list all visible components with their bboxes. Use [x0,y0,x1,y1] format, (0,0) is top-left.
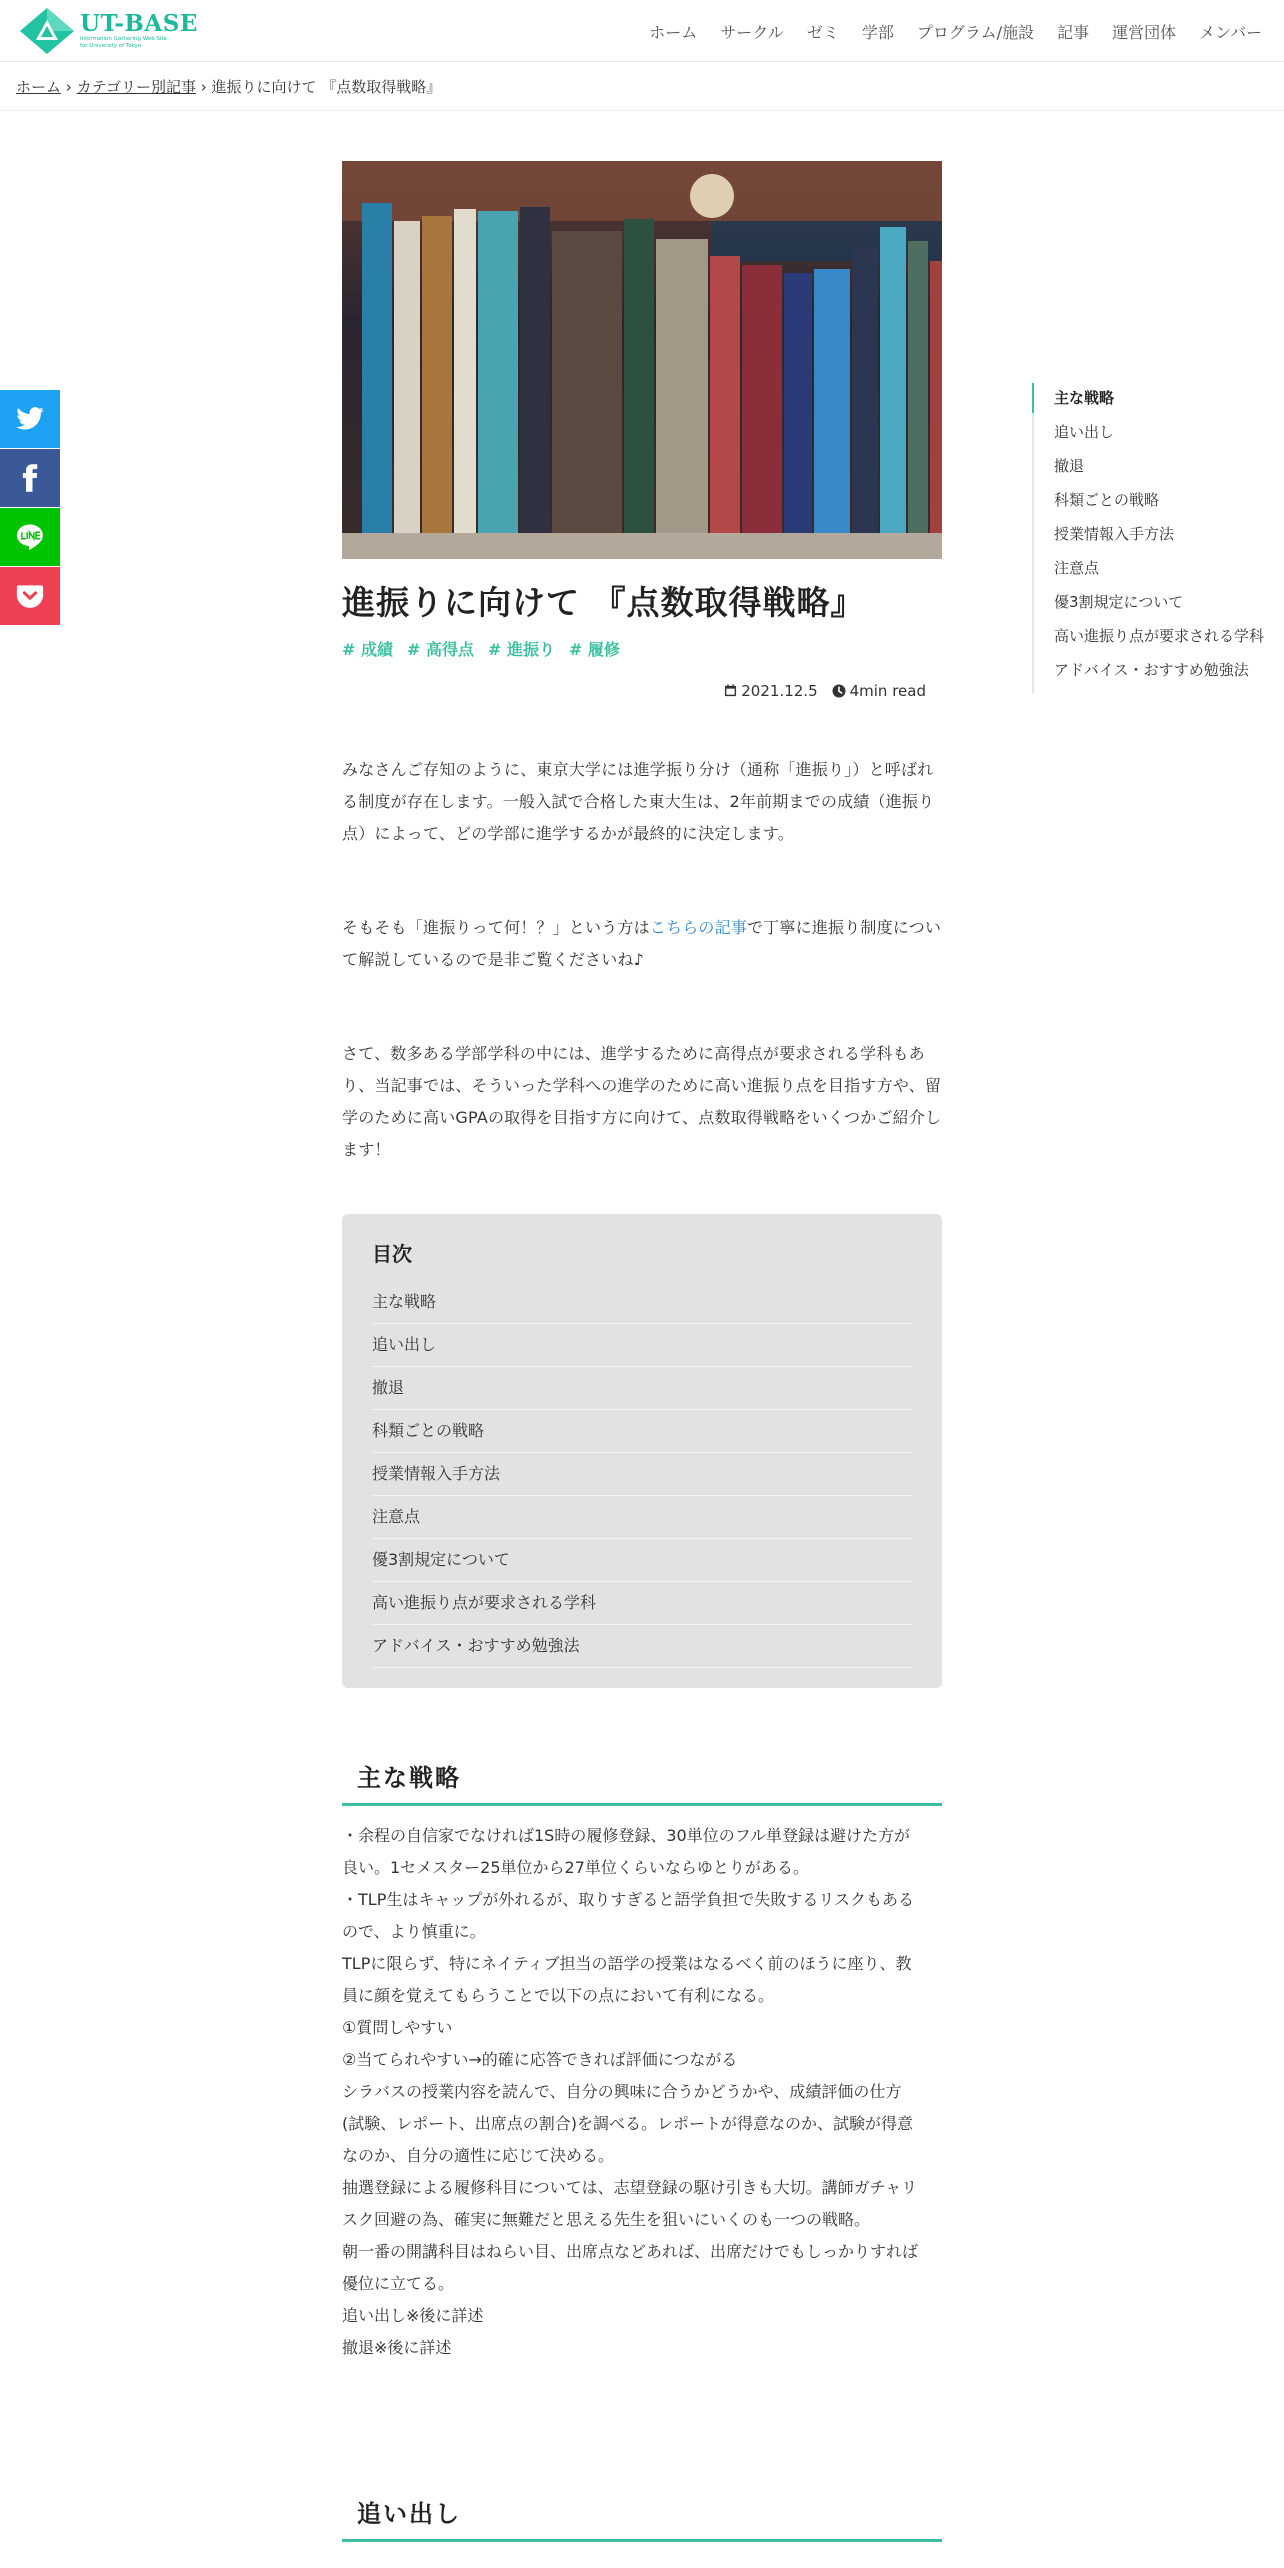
toc-item[interactable]: 優3割規定について [372,1539,912,1582]
side-toc-item[interactable]: 授業情報入手方法 [1054,525,1175,543]
breadcrumb-current: 進振りに向けて 『点数取得戦略』 [211,78,442,96]
toc-item[interactable]: 撤退 [372,1367,912,1410]
nav-seminar[interactable]: ゼミ [806,23,839,42]
tag-item[interactable]: # 高得点 [406,640,474,659]
logo-subtitle-2: for University of Tokyo [80,43,142,49]
breadcrumb-separator: › [61,78,77,96]
body-line: スク回避の為、確実に無難だと思える先生を狙いにいくのも一つの戦略。 [342,2210,871,2229]
share-pocket-button[interactable] [0,567,60,625]
summary-paragraph: さて、数多ある学部学科の中には、進学するために高得点が要求される学科もあり、当記事では、そういった学科への進学のために高い進振り点を目指す方や、留学のために高いGPAの取得を目指す方に向けて、点数取得戦略をいくつかご紹介します！ [342,1044,942,1159]
toc-item[interactable]: 注意点 [372,1496,912,1539]
nav-articles[interactable]: 記事 [1057,23,1090,42]
side-toc-item[interactable]: 追い出し [1054,423,1115,441]
tag-item[interactable]: # 履修 [568,640,620,659]
toc-item[interactable]: 授業情報入手方法 [372,1453,912,1496]
section-heading: 追い出し [342,2494,942,2542]
body-line: 撤退※後に詳述 [342,2338,452,2357]
twitter-icon [15,404,45,434]
body-line: 朝一番の開講科目はねらい目、出席点などあれば、出席だけでもしっかりすれば [342,2242,919,2261]
logo-diamond-icon [18,6,76,56]
body-line: 良い。1セメスター25単位から27単位くらいならゆとりがある。 [342,1858,809,1877]
breadcrumb [16,76,441,97]
article-title: 進振りに向けて 『点数取得戦略』 [342,583,865,622]
breadcrumb-home[interactable]: ホーム [16,78,62,96]
body-line: ・余程の自信家でなければ1S時の履修登録、30単位のフル単登録は避けた方が [342,1826,911,1845]
nav-members[interactable]: メンバー [1199,23,1262,42]
site-logo[interactable] [18,6,198,56]
side-toc-item[interactable]: アドバイス・おすすめ勉強法 [1054,661,1249,679]
toc-item[interactable]: 科類ごとの戦略 [372,1410,912,1453]
article-link[interactable]: こちらの記事 [649,918,748,937]
side-toc-item[interactable]: 科類ごとの戦略 [1054,491,1160,509]
side-table-of-contents [1032,387,1272,693]
read-time: 4min read [832,682,926,700]
body-line: 追い出し※後に詳述 [342,2306,484,2325]
link-paragraph [342,912,942,976]
toc-item[interactable]: 主な戦略 [372,1281,912,1324]
article [342,161,942,2542]
share-line-button[interactable] [0,508,60,566]
side-toc-item[interactable]: 優3割規定について [1054,593,1184,611]
toc-title: 目次 [372,1242,412,1266]
body-line: 員に顔を覚えてもらうことで以下の点において有利になる。 [342,1986,775,2005]
tag-item[interactable]: # 成績 [342,640,393,659]
paragraph-text: そもそも「進振りって何！？」という方は [342,918,650,937]
main-nav [626,20,1262,43]
breadcrumb-category[interactable]: カテゴリー別記事 [76,78,196,96]
side-toc-item[interactable]: 撤退 [1054,457,1085,475]
body-line: シラバスの授業内容を読んで、自分の興味に合うかどうかや、成績評価の仕方 [342,2082,902,2101]
nav-programs[interactable]: プログラム/施設 [916,23,1035,42]
side-toc-item[interactable]: 高い進振り点が要求される学科 [1054,627,1265,645]
clock-icon [832,684,846,698]
share-twitter-button[interactable] [0,390,60,448]
body-line: ②当てられやすい→的確に応答できれば評価につながる [342,2050,738,2069]
body-line: ①質問しやすい [342,2018,453,2037]
nav-circle[interactable]: サークル [720,23,784,42]
toc-item[interactable]: アドバイス・おすすめ勉強法 [372,1625,912,1668]
section-heading: 主な戦略 [342,1758,942,1806]
nav-home[interactable]: ホーム [649,23,698,42]
share-facebook-button[interactable] [0,449,60,507]
logo-title: UT-BASE [80,10,198,37]
side-toc-item[interactable]: 注意点 [1054,559,1100,577]
intro-paragraph: みなさんご存知のように、東京大学には進学振り分け（通称「進振り」）と呼ばれる制度が存在します。一般入試で合格した東大生は、2年前期までの成績（進振り点）によって、どの学部に進学するかが最終的に決定します。 [342,760,935,843]
body-line: (試験、レポート、出席点の割合)を調べる。レポートが得意なのか、試験が得意 [342,2114,914,2133]
line-icon [15,522,45,552]
body-line: ・TLP生はキャップが外れるが、取りすぎると語学負担で失敗するリスクもある [342,1890,915,1909]
divider [0,110,1284,111]
calendar-icon [724,684,737,697]
breadcrumb-separator: › [195,78,212,96]
publish-date: 2021.12.5 [724,682,817,700]
section-body [342,1820,942,2364]
facebook-icon [15,463,45,493]
tag-item[interactable]: # 進振り [487,640,555,659]
body-line: TLPに限らず、特にネイティブ担当の語学の授業はなるべく前のほうに座り、教 [342,1954,912,1973]
body-line: 優位に立てる。 [342,2274,455,2293]
nav-faculty[interactable]: 学部 [861,23,894,42]
body-line: なのか、自分の適性に応じて決める。 [342,2146,615,2165]
site-header [0,0,1284,62]
article-meta [342,682,942,700]
body-line: 抽選登録による履修科目については、志望登録の駆け引きも大切。講師ガチャリ [342,2178,918,2197]
toc-item[interactable]: 追い出し [372,1324,912,1367]
paragraph-text: で丁寧に進振り制度について解説しているので是非ご覧くださいね♪ [342,918,942,969]
tag-list [342,637,942,660]
hero-image [342,161,942,559]
logo-text [80,12,198,50]
side-toc-item-active[interactable]: 主な戦略 [1054,387,1272,409]
logo-subtitle-1: Information Gathering Web Site [80,36,168,42]
pocket-icon [15,581,45,611]
body-line: ので、より慎重に。 [342,1922,486,1941]
table-of-contents [342,1214,942,1688]
nav-organization[interactable]: 運営団体 [1112,23,1177,42]
toc-item[interactable]: 高い進振り点が要求される学科 [372,1582,912,1625]
